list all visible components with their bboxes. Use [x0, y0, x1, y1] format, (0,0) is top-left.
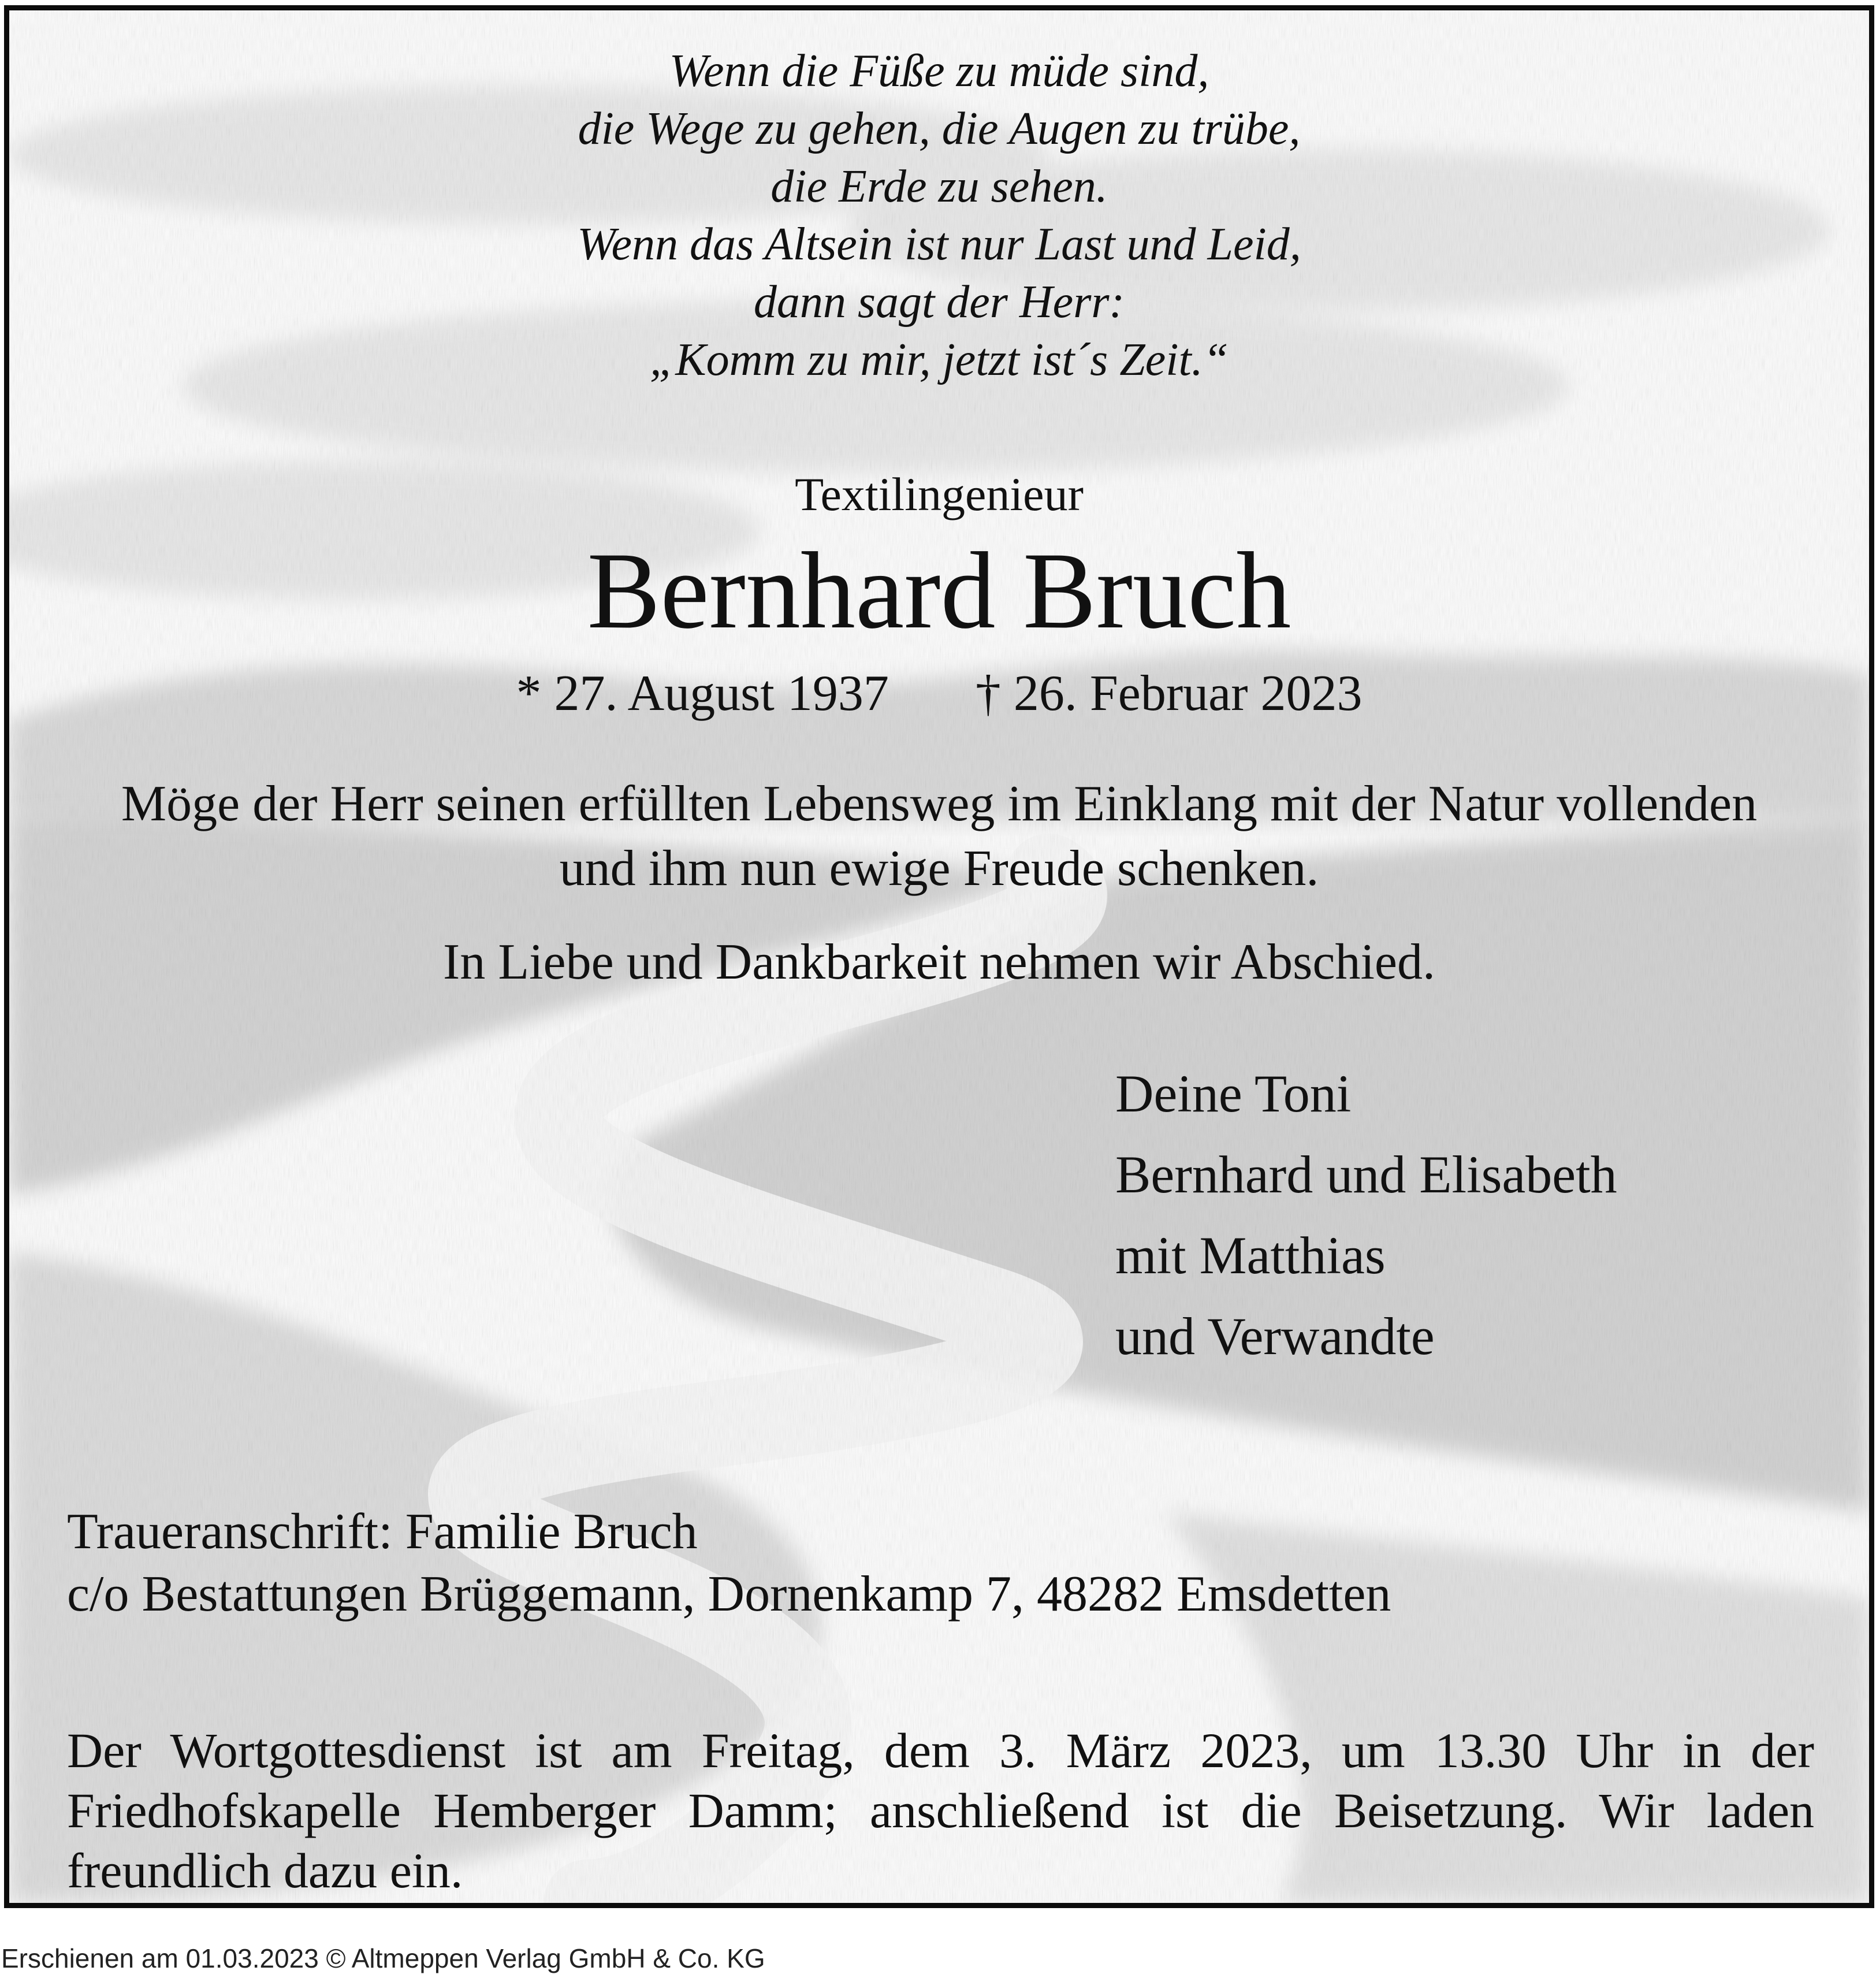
death-date: † 26. Februar 2023	[975, 665, 1363, 722]
publication-footer: Erschienen am 01.03.2023 © Altmeppen Verlag GmbH & Co. KG	[1, 1943, 765, 1973]
deceased-name: Bernhard Bruch	[587, 530, 1291, 652]
poem	[9, 42, 1869, 389]
birth-date: * 27. August 1937	[516, 665, 889, 722]
wish-line: Möge der Herr seinen erfüllten Lebensweg im Einklang mit der Natur vollenden	[121, 776, 1758, 832]
mourners-list	[1115, 1053, 1617, 1377]
poem-line: Wenn die Füße zu müde sind,	[669, 46, 1209, 96]
life-dates	[9, 662, 1869, 726]
mourner: Deine Toni	[1115, 1064, 1352, 1123]
address-line: Traueranschrift: Familie Bruch	[67, 1504, 698, 1560]
farewell-line: In Liebe und Dankbarkeit nehmen wir Abschied.	[443, 934, 1435, 990]
obituary-notice	[4, 5, 1874, 1908]
poem-line: dann sagt der Herr:	[753, 277, 1125, 328]
poem-line: die Erde zu sehen.	[770, 161, 1108, 212]
mourner: und Verwandte	[1115, 1307, 1435, 1366]
wish-line: und ihm nun ewige Freude schenken.	[559, 841, 1319, 897]
service-announcement: Der Wortgottesdienst ist am Freitag, dem 3. März 2023, um 13.30 Uhr in der Friedhofskapelle Hemberger Damm; anschließend ist die Beisetzung. Wir laden freundlich dazu ein.	[67, 1723, 1814, 1898]
mourner: mit Matthias	[1115, 1226, 1386, 1285]
address-line: c/o Bestattungen Brüggemann, Dornenkamp 7, 48282 Emsdetten	[67, 1566, 1391, 1622]
poem-line: Wenn das Altsein ist nur Last und Leid,	[577, 219, 1301, 270]
poem-line: „Komm zu mir, jetzt ist´s Zeit.“	[649, 334, 1229, 385]
poem-line: die Wege zu gehen, die Augen zu trübe,	[578, 103, 1301, 154]
mourning-address	[67, 1501, 1391, 1626]
memorial-wish	[9, 772, 1869, 901]
occupation: Textilingenieur	[795, 468, 1084, 520]
mourner: Bernhard und Elisabeth	[1115, 1145, 1617, 1204]
